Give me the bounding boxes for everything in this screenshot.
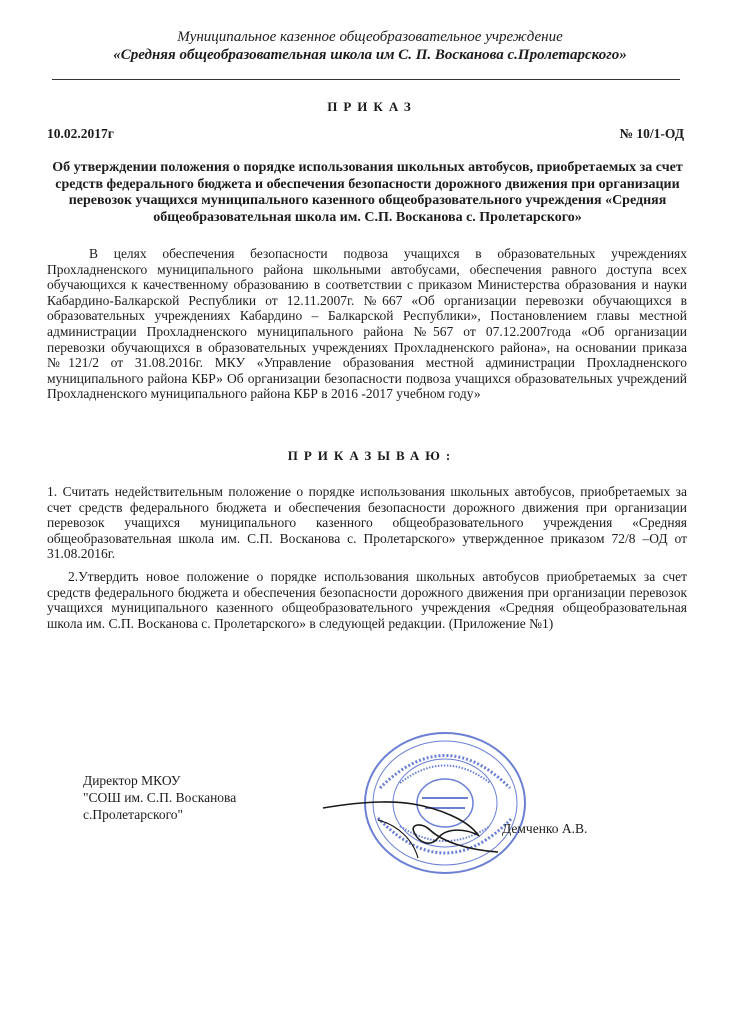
document-date: 10.02.2017г: [47, 126, 114, 141]
order-item-2: 2.Утвердить новое положение о порядке использования школьных автобусов приобретаемых за счет средств федерального бюджета и обеспечения безопасности дорожного движения при организации перевозок учащихся муниципального казенного общеобразовательного учреждения «Средняя общеобразовательная школа им. С.П. Восканова с. Пролетарского» в следующей редакции. (Приложение №1): [47, 569, 687, 631]
school-name: «Средняя общеобразовательная школа им С. П. Восканова с.Пролетарского»: [113, 47, 627, 63]
header-divider: [52, 79, 680, 80]
document-number: № 10/1-ОД: [619, 126, 684, 141]
order-item-1: 1. Считать недействительным положение о порядке использования школьных автобусов, приобретаемых за счет средств федерального бюджета и обеспечения безопасности дорожного движения при организации перевозок учащихся муниципального казенного общеобразовательного учреждения «Средняя общеобразовательная школа им. С.П. Восканова с. Пролетарского» утвержденное приказом 72/8 –ОД от 31.08.2016г.: [47, 484, 687, 562]
handwritten-signature: [318, 780, 508, 880]
document-title: ПРИКАЗ: [327, 99, 417, 114]
institution-name: Муниципальное казенное общеобразовательное учреждение: [177, 29, 563, 45]
signer-name: Демченко А.В.: [502, 821, 588, 836]
signature-block: [83, 772, 236, 823]
order-heading: ПРИКАЗЫВАЮ:: [287, 448, 457, 463]
intro-paragraph: В целях обеспечения безопасности подвоза учащихся в образовательных учреждениях Прохладненского муниципального района школьными автобусами, обеспечения равного доступа всех обучающихся к качественному образованию в соответствии с приказом Министерства образования и науки Кабардино-Балкарской Республики от 12.11.2007г. №667 «Об организации перевозки обучающихся в образовательных учреждениях Кабардино – Балкарской Республики», Постановлением главы местной администрации Прохладненского муниципального района №567 от 07.12.2007года «Об организации перевозки обучающихся в образовательных учреждениях Прохладненского района», на основании приказа №121/2 от 31.08.2016г. МКУ «Управление образования местной администрации Прохладненского муниципального района КБР» Об организации безопасности подвоза учащихся образовательных учреждений Прохладненского муниципального района КБР в 2016 -2017 учебном году»: [47, 246, 687, 402]
signatory-org-location: с.Пролетарского": [83, 807, 184, 822]
document-subject: Об утверждении положения о порядке использования школьных автобусов, приобретаемых за счет средств федерального бюджета и обеспечения безопасности дорожного движения при организации перевозок учащихся муниципального казенного общеобразовательного учреждения «Средняя общеобразовательная школа им. С.П. Восканова с. Пролетарского»: [52, 160, 683, 225]
signatory-org: "СОШ им. С.П. Восканова: [83, 790, 237, 805]
signatory-position: Директор МКОУ: [83, 773, 181, 788]
